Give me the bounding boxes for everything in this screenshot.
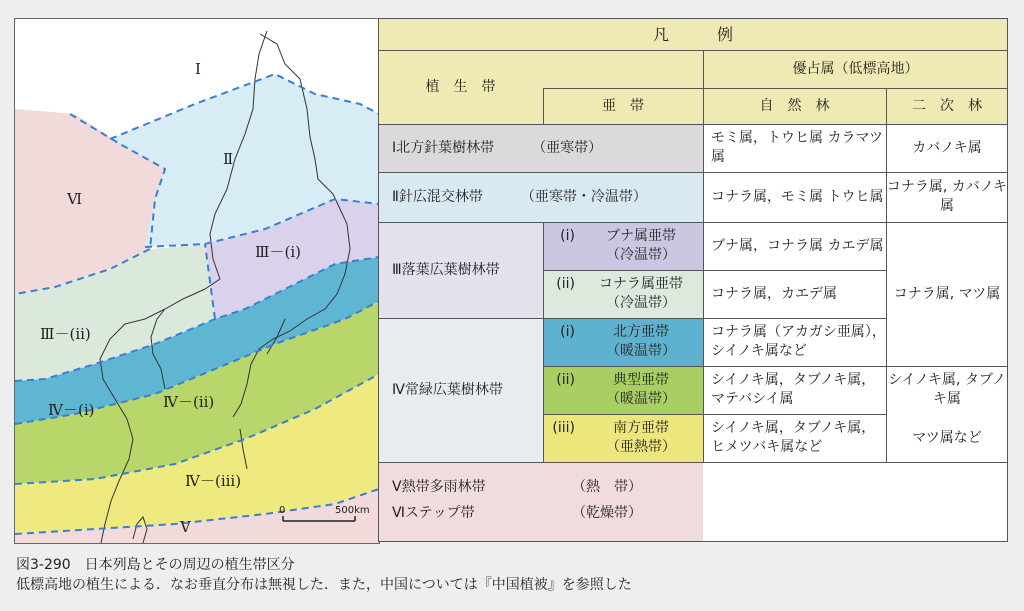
row4-sub1-natural: コナラ属（アカガシ亜属），シイノキ属など: [703, 318, 886, 366]
row2-secondary: コナラ属, カバノキ属: [886, 172, 1008, 222]
row4-sub1-name: 北方亜帯: [613, 324, 669, 340]
grid-line: [703, 50, 704, 462]
row4-sub2-natural: シイノキ属，タブノキ属，マテバシイ属: [703, 366, 886, 414]
row4-zone: Ⅳ常緑広葉樹林帯: [378, 318, 543, 462]
grid-line: [378, 50, 1008, 51]
figure-caption-title: 図3-290 日本列島とその周辺の植生帯区分: [16, 557, 295, 573]
row5-6-block: [378, 462, 703, 542]
row4-sub1-num: (i): [560, 324, 575, 340]
legend-title: 凡 例: [378, 18, 1008, 50]
row3-sub1: [543, 222, 703, 270]
grid-line: [543, 222, 544, 462]
row4-secondary-b: マツ属など: [886, 414, 1008, 462]
row4-sub2-belt: （暖温帯）: [606, 391, 676, 407]
header-filler: [543, 50, 703, 88]
grid-line: [543, 88, 703, 89]
row4-sub3-natural: シイノキ属，タブノキ属，ヒメツバキ属など: [703, 414, 886, 462]
row3-sub2: [543, 270, 703, 318]
zone-label-1: Ⅰ: [195, 60, 201, 78]
grid-line: [543, 366, 1008, 367]
row2-natural: コナラ属，モミ属 トウヒ属: [703, 172, 886, 222]
row4-sub3: [543, 414, 703, 462]
row3-sub2-num: (ii): [556, 276, 575, 292]
grid-line: [543, 88, 544, 124]
row1-zone: [378, 124, 703, 172]
row4-secondary-a: シイノキ属, タブノキ属: [886, 366, 1008, 414]
row1-zone-belt: （亜寒帯）: [532, 139, 603, 156]
zone-label-4ii: Ⅳ－(ii): [163, 393, 215, 411]
grid-line: [378, 541, 1008, 542]
row5-belt: （熱 帯）: [572, 479, 642, 495]
row3-sub1-num: (i): [560, 228, 575, 244]
figure-caption-note: 低標高地の植生による．なお垂直分布は無視した．また，中国については『中国植被』を参照した: [16, 577, 632, 593]
col-subzone-header: 亜 帯: [543, 88, 703, 124]
row3-sub2-belt: （冷温帯）: [606, 295, 676, 311]
row1-secondary: カバノキ属: [886, 124, 1008, 172]
row4-sub2-name: 典型亜帯: [613, 372, 669, 388]
row5-6-empty: [703, 462, 1008, 542]
row2-zone: [378, 172, 703, 222]
zone-label-3i: Ⅲ－(i): [255, 243, 301, 261]
row2-zone-name: Ⅱ針広混交林帯: [392, 188, 483, 205]
row5-zone: Ⅴ熱帯多雨林帯: [392, 479, 486, 495]
row4-sub1: [543, 318, 703, 366]
grid-line: [378, 462, 1008, 463]
row3-4-secondary: コナラ属, マツ属: [886, 222, 1008, 366]
row2-zone-belt: （亜寒帯・冷温帯）: [520, 188, 647, 205]
grid-line: [543, 414, 886, 415]
zone-label-2: Ⅱ: [223, 150, 234, 168]
grid-line: [886, 88, 887, 462]
grid-line: [543, 270, 886, 271]
zone-label-4iii: Ⅳ－(iii): [185, 472, 242, 490]
row3-sub1-natural: ブナ属，コナラ属 カエデ属: [703, 222, 886, 270]
row1-natural: モミ属，トウヒ属 カラマツ属: [703, 124, 886, 172]
row1-zone-name: Ⅰ北方針葉樹林帯: [392, 139, 495, 156]
row4-sub2-num: (ii): [556, 372, 575, 388]
row6-zone: Ⅵステップ帯: [392, 505, 475, 521]
row4-sub2: [543, 366, 703, 414]
grid-line: [703, 88, 1008, 89]
grid-line: [378, 18, 1008, 19]
grid-line: [378, 18, 379, 542]
scale-zero: 0: [279, 505, 286, 516]
row3-sub1-belt: （冷温帯）: [606, 247, 676, 263]
row4-sub3-belt: （亜熱帯）: [606, 439, 676, 455]
scale-end: 500km: [335, 505, 370, 516]
col-dominant-header: 優占属（低標高地）: [703, 50, 1008, 88]
grid-line: [1007, 18, 1008, 542]
zone-label-4i: Ⅳ－(i): [48, 401, 95, 419]
row3-sub2-natural: コナラ属，カエデ属: [703, 270, 886, 318]
col-zone-header: 植 生 帯: [378, 50, 543, 124]
row3-sub1-name: ブナ属亜帯: [606, 228, 676, 244]
grid-line: [378, 318, 886, 319]
row3-sub2-name: コナラ属亜帯: [599, 276, 683, 292]
vegetation-zone-map: [14, 18, 380, 544]
grid-line: [378, 172, 1008, 173]
row3-zone: Ⅲ落葉広葉樹林帯: [378, 222, 543, 318]
zone-label-6: Ⅵ: [67, 190, 83, 208]
row4-sub3-num: (iii): [552, 420, 575, 436]
zone-label-3ii: Ⅲ－(ii): [40, 325, 91, 343]
col-secondary-header: 二 次 林: [886, 88, 1008, 124]
row6-belt: （乾燥帯）: [572, 505, 642, 521]
grid-line: [378, 124, 1008, 125]
zone-label-5: Ⅴ: [180, 518, 191, 536]
col-natural-header: 自 然 林: [703, 88, 886, 124]
legend-table: [378, 18, 1008, 542]
grid-line: [378, 222, 1008, 223]
row4-sub1-belt: （暖温帯）: [606, 343, 676, 359]
map-svg: [15, 19, 379, 543]
row4-sub3-name: 南方亜帯: [613, 420, 669, 436]
